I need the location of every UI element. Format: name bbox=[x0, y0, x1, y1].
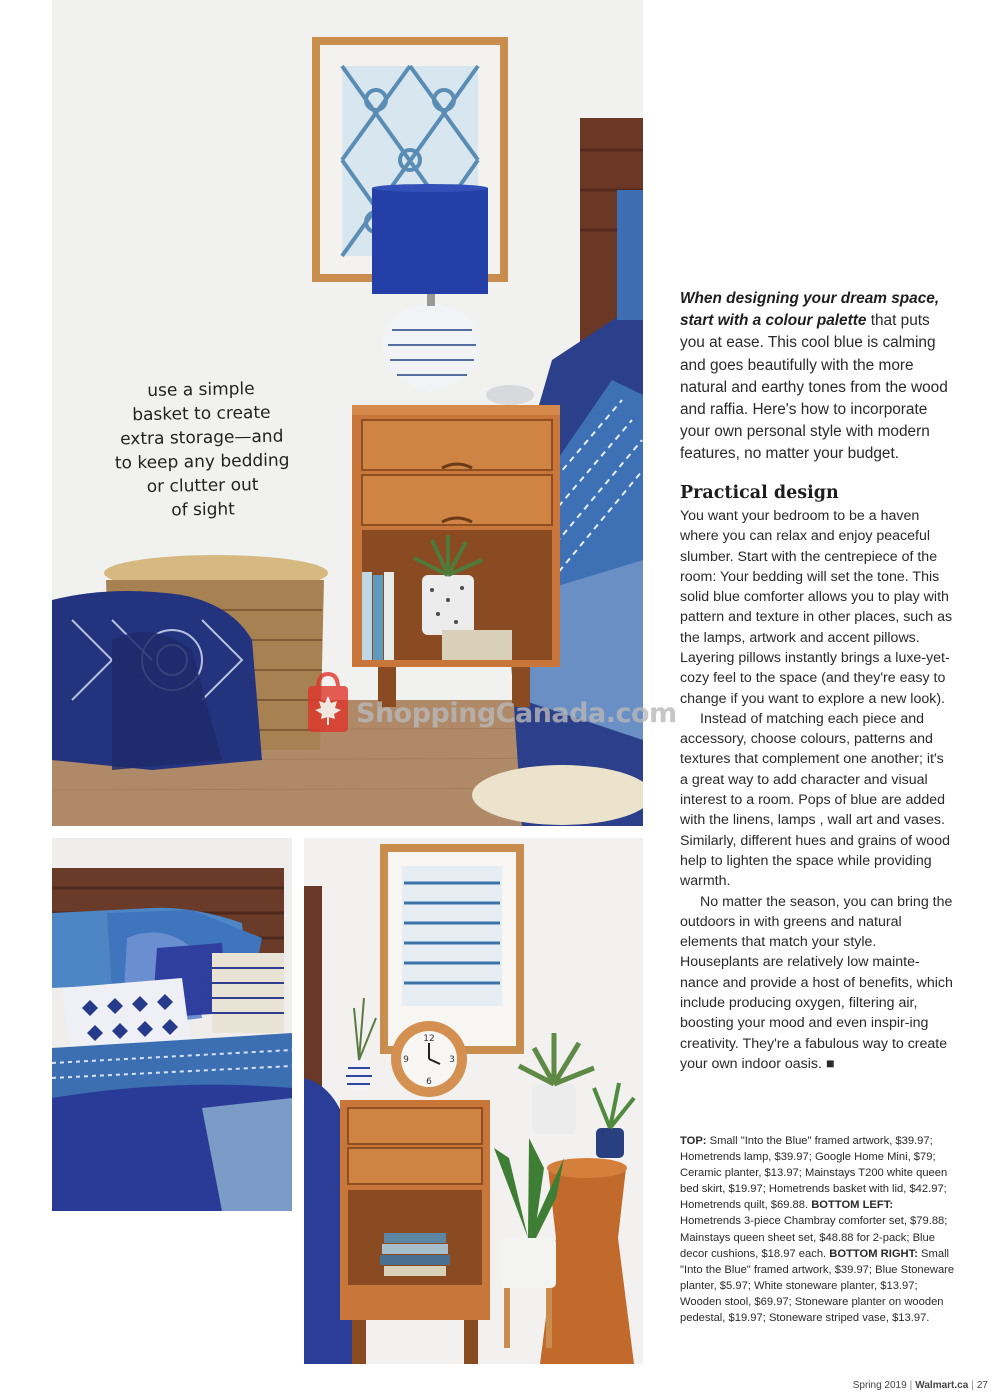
callout-line: or clutter out bbox=[146, 475, 259, 497]
watermark bbox=[300, 662, 720, 732]
callout-line: of sight bbox=[171, 499, 236, 521]
bedding-closeup-photo bbox=[52, 838, 292, 1211]
callout-line: extra storage—and bbox=[119, 426, 284, 450]
nightstand-plants-photo bbox=[304, 838, 643, 1364]
folio-site: Walmart.ca bbox=[915, 1380, 969, 1391]
shopping-bag-icon bbox=[304, 670, 352, 734]
watermark-text: ShoppingCanada.com bbox=[356, 698, 677, 729]
callout-line: basket to create bbox=[132, 402, 271, 426]
intro-paragraph bbox=[680, 288, 955, 466]
article-paragraph: Instead of matching each piece and accessory, choose colours, patterns and textures that complement one another; it's a great way to add character and visual interest to a room. Pops of blue are added with the linens, lamps , wall art and vases. Similarly, different hues and grains of wood help to lighten the space while providing warmth. bbox=[680, 710, 950, 890]
clock-numeral: 9 bbox=[403, 1055, 409, 1065]
page-folio: Spring 2019 | Walmart.ca | 27 bbox=[852, 1380, 988, 1391]
clock-numeral: 3 bbox=[449, 1055, 455, 1065]
credit-text: Small "Into the Blue" framed artwork, $39.97; Hometrends lamp, $39.97; Google Home Mini, $79; Ceramic planter, $13.97; Mainstays T200 white queen bed skirt, $19.97; Hometrends basket with lid, $42.97; Hometrends quilt, $69.88. bbox=[680, 1135, 948, 1212]
subheading: Practical design bbox=[680, 482, 839, 503]
page-number: 27 bbox=[976, 1380, 988, 1391]
product-credits bbox=[680, 1133, 955, 1326]
intro-lead: When designing your dream space, start with a colour palette bbox=[680, 290, 940, 330]
credit-label: BOTTOM LEFT: bbox=[811, 1199, 894, 1212]
handwritten-callout bbox=[111, 376, 293, 523]
credit-label: TOP: bbox=[680, 1135, 707, 1147]
credit-text: Hometrends 3-piece Chambray comforter set, $79.88; Mainstays queen sheet set, $48.88 for 2-pack; Blue decor cushions, $18.97 each. bbox=[680, 1215, 948, 1260]
folio-season: Spring 2019 bbox=[852, 1380, 907, 1391]
article-body bbox=[680, 288, 955, 1074]
clock-numeral: 6 bbox=[426, 1077, 432, 1087]
article-paragraph: No matter the season, you can bring the outdoors in with greens and natural elements that match your style. Houseplants are relatively low mainte-nance and provide a host of benefits, which include producing oxygen, filtering air, boosting your mood and even inspir-ing creativity. They're a fabulous way to create your own indoor oasis. ■ bbox=[680, 893, 953, 1072]
credit-text: Small "Into the Blue" framed artwork, $39.97; Blue Stoneware planter, $5.97; White stoneware planter, $13.97; Wooden stool, $69.97; Stoneware planter on wooden pedestal, $19.97; Stoneware striped vase, $13.97. bbox=[680, 1247, 955, 1325]
credit-label: BOTTOM RIGHT: bbox=[829, 1247, 918, 1260]
intro-text: that puts you at ease. This cool blue is calming and goes beautifully with the more natural and earthy tones from the wood and raffia. Here's how to incorporate your own personal style with modern features, no matter your budget. bbox=[680, 312, 948, 463]
callout-line: use a simple bbox=[147, 379, 255, 401]
callout-line: to keep any bedding bbox=[114, 450, 290, 474]
article-paragraph: You want your bedroom to be a haven where you can relax and enjoy peaceful slumber. Start with the centrepiece of the room: Your bedding will set the tone. This solid blue comforter allows you to play with pattern and texture in other places, such as the lamps, artwork and accent pillows. Layering pillows instantly brings a luxe-yet-cozy feel to the space (and they're easy to change if you want to explore a new look). bbox=[680, 507, 953, 707]
clock-numeral: 12 bbox=[423, 1034, 435, 1044]
